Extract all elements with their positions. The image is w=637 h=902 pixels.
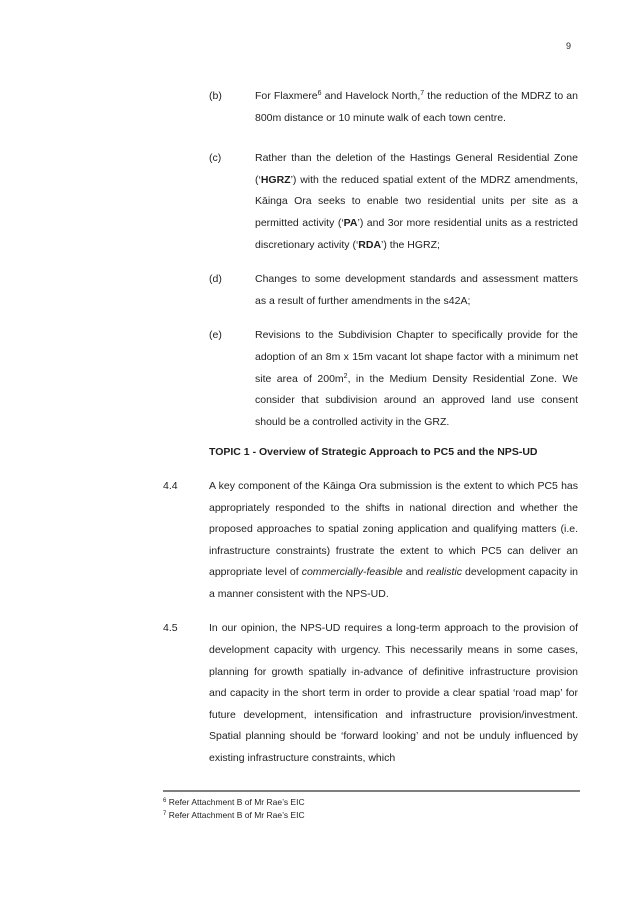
paragraph-number: 4.5 — [163, 622, 178, 635]
list-item-c — [209, 148, 578, 256]
footnote-6: $^6$ Refer Attachment B of Mr Rae’s EIC — [163, 797, 305, 807]
list-item-label: (b) — [209, 90, 222, 102]
list-item-label: (e) — [209, 329, 222, 342]
numbered-paragraph-4-5 — [163, 618, 578, 769]
list-item-d — [209, 269, 578, 312]
list-item-text: Changes to some development standards and assessment matters as a result of further amendments in the s42A; — [255, 273, 578, 307]
list-item-b — [209, 86, 578, 129]
list-item-label: (c) — [209, 152, 222, 165]
footnotes-section — [163, 790, 580, 822]
paragraph-text: A key component of the Kāinga Ora submission is the extent to which PC5 has appropriately responded to the shifts in national direction and whether the proposed approaches to spatial zoning application and qualifying matters (i.e. infrastructure constraints) frustrate the extent to which PC5 can deliver an appropriate level of commercially-feasible and realistic development capacity in a manner consistent with the NPS-UD. — [209, 479, 579, 600]
footnote-separator-rule — [163, 790, 580, 792]
list-item-text: Revisions to the Subdivision Chapter to specifically provide for the adoption of an 8m x 15m vacant lot shape factor with a minimum net site area of $200m^2$, in the Medium Density Residential Zone. We consider that subdivision around an approved land use consent should be a controlled activity in the GRZ. — [255, 329, 578, 428]
footnote-7: $^7$ Refer Attachment B of Mr Rae’s EIC — [163, 810, 305, 820]
paragraph-text: In our opinion, the NPS-UD requires a long-term approach to the provision of development capacity with urgency. This necessarily means in some cases, planning for growth spatially in-advance of definitive infrastructure provision and capacity in the short term in order to provide a clear spatial ‘road map’ for future development, intensification and infrastructure provision/investment. Spatial planning should be ‘forward looking’ and not be unduly influenced by existing infrastructure constraints, which — [209, 622, 578, 765]
paragraph-number: 4.4 — [163, 479, 178, 492]
list-item-text: Rather than the deletion of the Hastings General Residential Zone (‘HGRZ’) with the reduced spatial extent of the MDRZ amendments, Kāinga Ora seeks to enable two residential units per site as a permitted activity (‘PA’) and 3or more residential units as a restricted discretionary activity (‘RDA’) the HGRZ; — [255, 152, 578, 251]
page-number: 9 — [566, 41, 572, 51]
list-item-text: For Flaxmere$^6$ and Havelock North,$^7$ the reduction of the MDRZ to an 800m distance or 10 minute walk of each town centre. — [255, 90, 578, 124]
section-heading: TOPIC 1 - Overview of Strategic Approach to PC5 and the NPS-UD — [209, 446, 538, 459]
numbered-paragraph-4-4 — [163, 476, 578, 606]
list-item-e — [209, 325, 578, 433]
list-item-label: (d) — [209, 273, 222, 286]
document-content — [163, 86, 578, 783]
